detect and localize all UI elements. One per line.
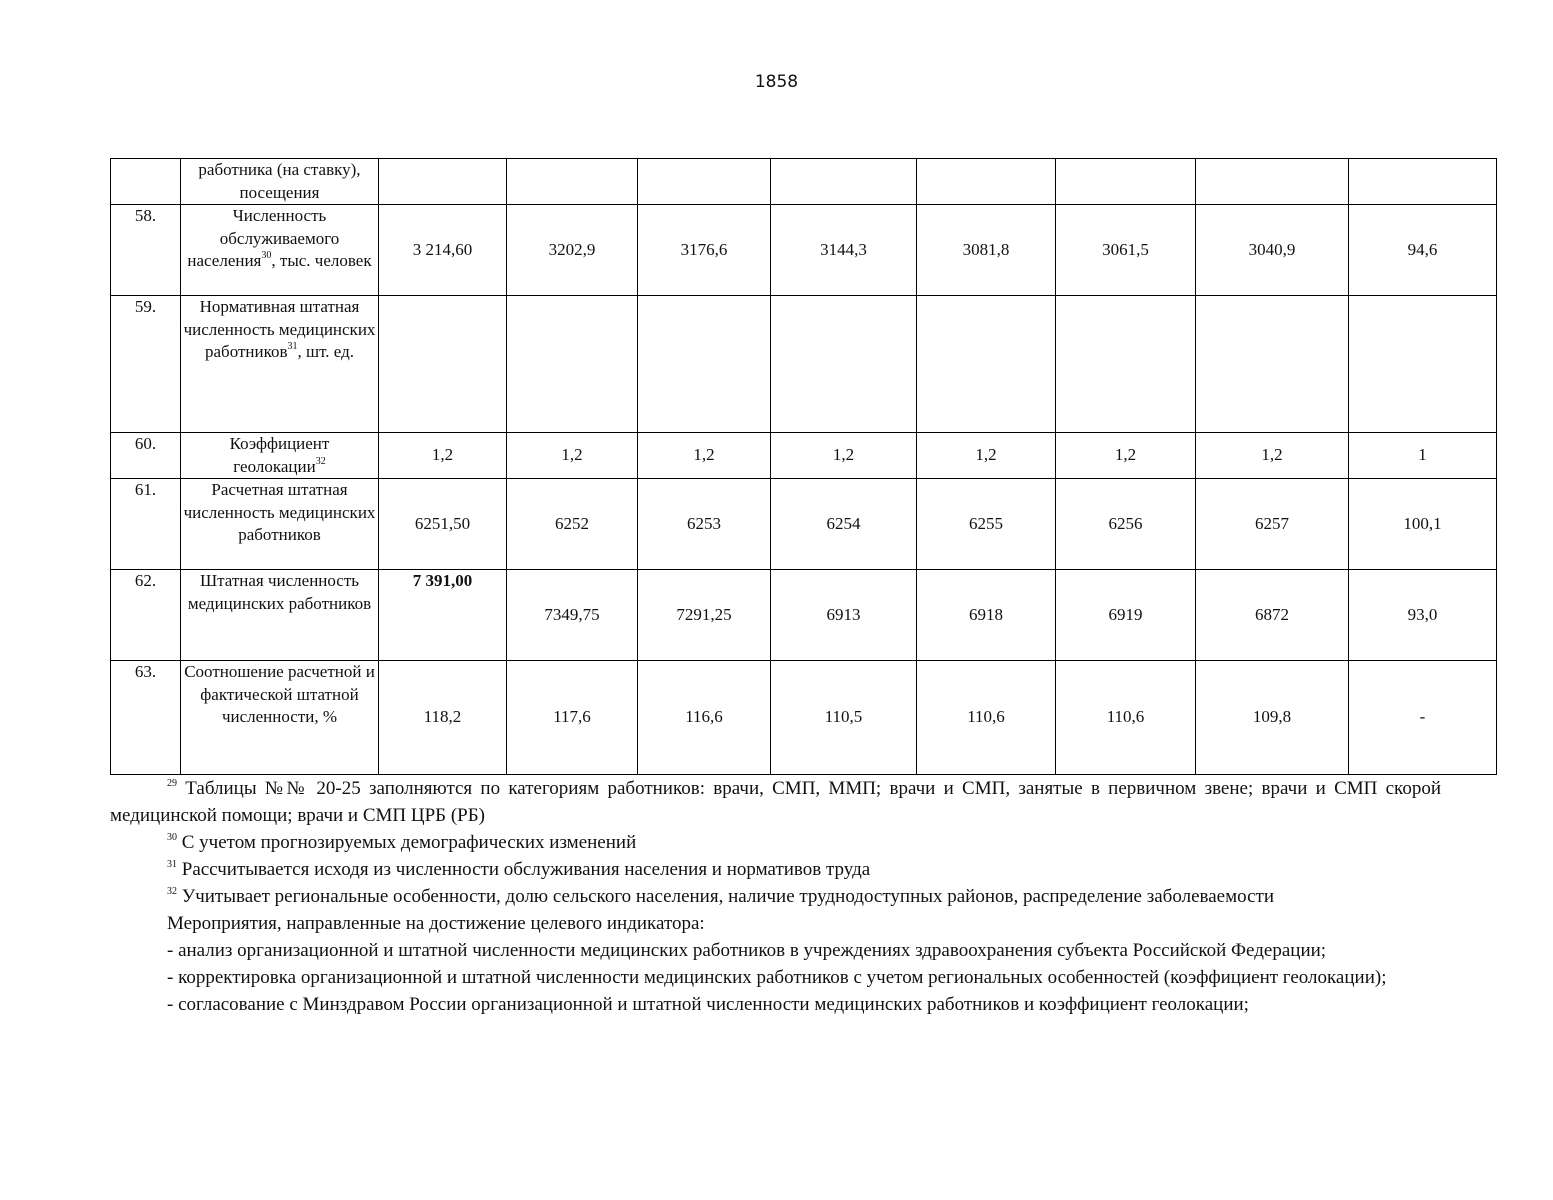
value-cell: 6918 [917, 570, 1056, 661]
value-cell: 3144,3 [771, 205, 917, 296]
value-cell: 117,6 [507, 661, 638, 775]
value-cell: 6919 [1056, 570, 1196, 661]
value-cell: 94,6 [1349, 205, 1497, 296]
row-name-cell [181, 296, 379, 433]
value-cell [507, 296, 638, 433]
value-cell: 3176,6 [638, 205, 771, 296]
page-number: 1858 [754, 72, 799, 92]
row-name-cell [181, 479, 379, 570]
footnote-mark: 30 [167, 831, 177, 843]
footnote-31 [110, 856, 1441, 883]
value-cell [771, 159, 917, 205]
footnote-32 [110, 883, 1441, 910]
table-row-60 [111, 433, 1497, 479]
footnote-text: Учитывает региональные особенности, долю сельского населения, наличие труднодоступных районов, распределение заболеваемости [177, 886, 1274, 907]
row-name-cell [181, 661, 379, 775]
value-cell: 3061,5 [1056, 205, 1196, 296]
measure-item: - анализ организационной и штатной численности медицинских работников в учреждениях здравоохранения субъекта Российской Федерации; [167, 940, 1327, 961]
footnote-text: Рассчитывается исходя из численности обслуживания населения и нормативов труда [177, 859, 871, 880]
value-cell: 6253 [638, 479, 771, 570]
value-cell [379, 159, 507, 205]
footnote-ref: 32 [315, 455, 326, 467]
value-cell: 6257 [1196, 479, 1349, 570]
row-name-cell [181, 570, 379, 661]
value-cell: 110,6 [1056, 661, 1196, 775]
value-cell: 6256 [1056, 479, 1196, 570]
table-row-63 [111, 661, 1497, 775]
footnote-29 [110, 775, 1441, 829]
footnote-mark: 31 [167, 858, 177, 870]
value-cell [771, 296, 917, 433]
value-cell: 3040,9 [1196, 205, 1349, 296]
row-name-text: Численность обслуживаемого населения [187, 206, 340, 270]
table-row-62 [111, 570, 1497, 661]
value-cell: 1,2 [771, 433, 917, 479]
row-name-cell [181, 433, 379, 479]
notes-section [110, 775, 1441, 1018]
value-cell [507, 159, 638, 205]
measure-item: - согласование с Минздравом России организационной и штатной численности медицинских работников и коэффициент геолокации; [167, 994, 1249, 1015]
value-cell: 1,2 [917, 433, 1056, 479]
value-cell: 6913 [771, 570, 917, 661]
row-number-cell: 59. [111, 296, 181, 433]
row-number-cell: 63. [111, 661, 181, 775]
value-cell: 110,5 [771, 661, 917, 775]
value-cell: 3202,9 [507, 205, 638, 296]
value-cell: 6252 [507, 479, 638, 570]
table-row-continued [111, 159, 1497, 205]
value-cell: 1,2 [379, 433, 507, 479]
indicators-table [110, 158, 1497, 775]
value-cell [1349, 159, 1497, 205]
row-name-text: Расчетная штатная численность медицинских работников [183, 480, 376, 544]
row-number-cell [111, 159, 181, 205]
footnote-text: С учетом прогнозируемых демографических изменений [177, 832, 637, 853]
row-number-cell: 60. [111, 433, 181, 479]
value-cell: 6872 [1196, 570, 1349, 661]
footnote-text: Таблицы №№ 20-25 заполняются по категориям работников: врачи, СМП, ММП; врачи и СМП, занятые в первичном звене; врачи и СМП скорой медицинской помощи; врачи и СМП ЦРБ (РБ) [110, 778, 1441, 826]
value-cell-bold: 7 391,00 [379, 570, 507, 661]
row-name-suffix: , шт. ед. [297, 342, 354, 361]
table-row-59 [111, 296, 1497, 433]
value-cell: 7349,75 [507, 570, 638, 661]
value-cell: - [1349, 661, 1497, 775]
value-cell [1056, 296, 1196, 433]
table-row-58 [111, 205, 1497, 296]
footnote-mark: 32 [167, 885, 177, 897]
value-cell: 109,8 [1196, 661, 1349, 775]
value-cell [1196, 159, 1349, 205]
value-cell: 3 214,60 [379, 205, 507, 296]
value-cell [917, 159, 1056, 205]
value-cell: 6255 [917, 479, 1056, 570]
footnote-ref: 30 [261, 250, 272, 262]
value-cell: 1,2 [1056, 433, 1196, 479]
value-cell [379, 296, 507, 433]
value-cell [1056, 159, 1196, 205]
value-cell: 1,2 [638, 433, 771, 479]
row-number-cell: 61. [111, 479, 181, 570]
value-cell: 3081,8 [917, 205, 1056, 296]
footnote-30 [110, 829, 1441, 856]
value-cell: 93,0 [1349, 570, 1497, 661]
value-cell [638, 296, 771, 433]
row-name-text: Коэффициент геолокации [229, 434, 330, 476]
value-cell: 6251,50 [379, 479, 507, 570]
value-cell: 1 [1349, 433, 1497, 479]
value-cell: 1,2 [1196, 433, 1349, 479]
value-cell: 7291,25 [638, 570, 771, 661]
row-name-text: Нормативная штатная численность медицинских работников [183, 297, 376, 361]
value-cell [638, 159, 771, 205]
value-cell: 1,2 [507, 433, 638, 479]
measure-item: - корректировка организационной и штатной численности медицинских работников с учетом региональных особенностей (коэффициент геолокации); [167, 967, 1387, 988]
footnote-ref: 31 [287, 341, 298, 353]
value-cell: 116,6 [638, 661, 771, 775]
footnote-mark: 29 [167, 777, 177, 789]
value-cell: 6254 [771, 479, 917, 570]
value-cell: 118,2 [379, 661, 507, 775]
value-cell: 100,1 [1349, 479, 1497, 570]
row-number-cell: 62. [111, 570, 181, 661]
row-name-cell: работника (на ставку), посещения [181, 159, 379, 205]
value-cell [1349, 296, 1497, 433]
value-cell: 110,6 [917, 661, 1056, 775]
table-row-61 [111, 479, 1497, 570]
row-name-text: Штатная численность медицинских работников [187, 571, 372, 613]
row-name-cell [181, 205, 379, 296]
value-cell [917, 296, 1056, 433]
measures-heading: Мероприятия, направленные на достижение целевого индикатора: [167, 913, 705, 934]
value-cell [1196, 296, 1349, 433]
row-name-text: Соотношение расчетной и фактической штатной численности, % [184, 662, 375, 726]
row-name-suffix: , тыс. человек [271, 251, 372, 270]
row-number-cell: 58. [111, 205, 181, 296]
